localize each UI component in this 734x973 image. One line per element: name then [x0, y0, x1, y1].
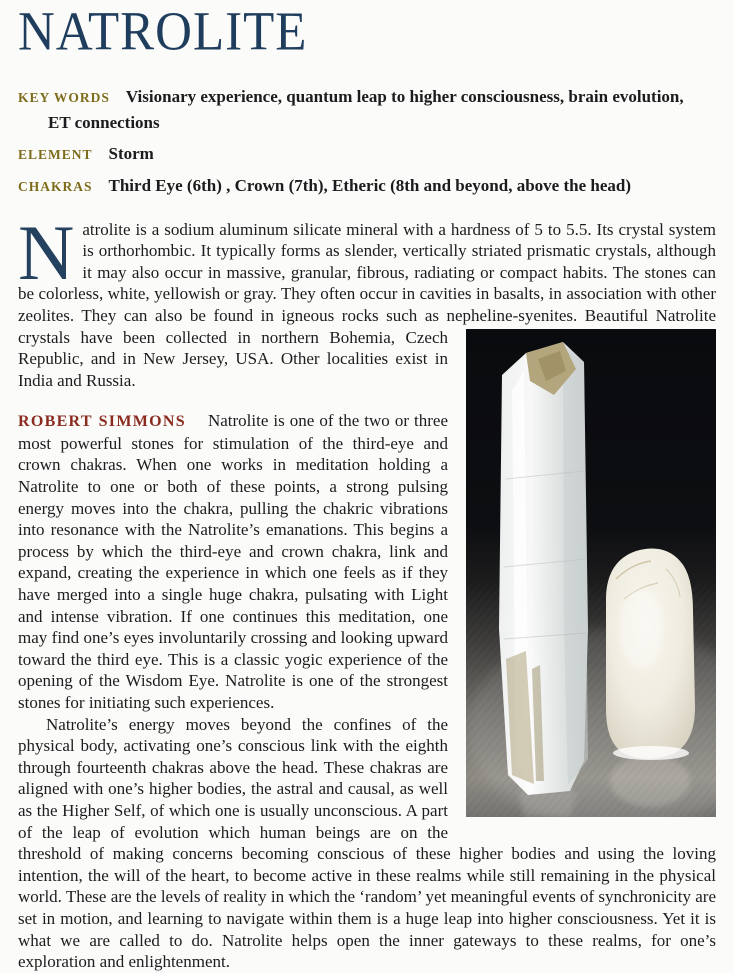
mineral-photo-illustration: [466, 329, 716, 817]
intro-paragraph: [18, 208, 716, 392]
property-value: Storm: [108, 143, 154, 163]
drop-cap: N: [18, 208, 75, 296]
crystal-reflection: [518, 791, 578, 817]
author-name: ROBERT SIMMONS: [18, 413, 186, 431]
property-label: ELEMENT: [18, 146, 93, 162]
property-value: Third Eye (6th) , Crown (7th), Etheric (8th and beyond, above the head): [108, 175, 631, 195]
property-label: CHAKRAS: [18, 178, 93, 194]
property-key-words: [18, 84, 708, 135]
stone-reflection: [610, 755, 690, 807]
mineral-photo: [466, 329, 716, 817]
stone-properties: [18, 84, 708, 199]
second-paragraph: Natrolite’s energy moves beyond the confines of the physical body, activating one’s conscious link with the eighth through fourteenth chakras above the head. These chakras are aligned with one’s higher bodies, the astral and causal, as well as the Higher Self, of which one is usually unconscious. A part of the leap of evolution which human beings are on the threshold of making concerns becoming conscious of these higher bodies and using the loving intention, the will of the heart, to become active in these realms while still remaining in the physical world. These are the levels of reality in which the ‘random’ yet meaningful events of synchronicity are set in motion, and learning to navigate within them is a huge leap into higher consciousness. Yet it is what we are called to do. Natrolite helps open the inner gateways to these realms, for one’s exploration and enlightenment.: [18, 714, 716, 972]
intro-text-after-photo: Czech Republic, and in New Jersey, USA. Other localities exist in India and Russia.: [18, 327, 448, 390]
property-element: [18, 141, 708, 167]
article-body: [18, 208, 716, 973]
page-title: NATROLITE: [18, 1, 308, 63]
property-chakras: [18, 173, 708, 199]
property-label: KEY WORDS: [18, 89, 110, 105]
author-paragraph-text: Natrolite is one of the two or three most powerful stones for stimulation of the third-eye and crown chakras. When one works in meditation holding a Natrolite to one or both of these points, a strong pulsing energy moves into the chakra, pulling the chakric vibrations into resonance with the Natrolite’s emanations. This begins a process by which the third-eye and crown chakra, link and expand, creating the experience in which one feels as if they have merged into a single huge chakra, pulsating with Light and intense vibration. If one continues this meditation, one may find one’s eyes involuntarily crossing and looking upward toward the third eye. This is a classic yogic experience of the opening of the Wisdom Eye. Natrolite is one of the strongest stones for initiating such experiences.: [18, 411, 449, 713]
tumbled-stone: [606, 548, 695, 759]
prismatic-crystal: [499, 342, 588, 795]
property-value: Visionary experience, quantum leap to higher consciousness, brain evolution, ET connections: [48, 86, 684, 132]
intro-text-before-photo: atrolite is a sodium aluminum silicate mineral with a hardness of 5 to 5.5. Its crystal system is orthorhombic. It typically forms as slender, vertically striated prismatic crystals, although it may also occur in massive, granular, fibrous, radiating or compact habits. The stones can be colorless, white, yellowish or gray. They often occur in cavities in basalts, in association with other zeolites. They can also be found in igneous rocks such as nepheline-syenites. Beautiful Natrolite crystals have been collected in northern Bohemia,: [18, 219, 716, 347]
